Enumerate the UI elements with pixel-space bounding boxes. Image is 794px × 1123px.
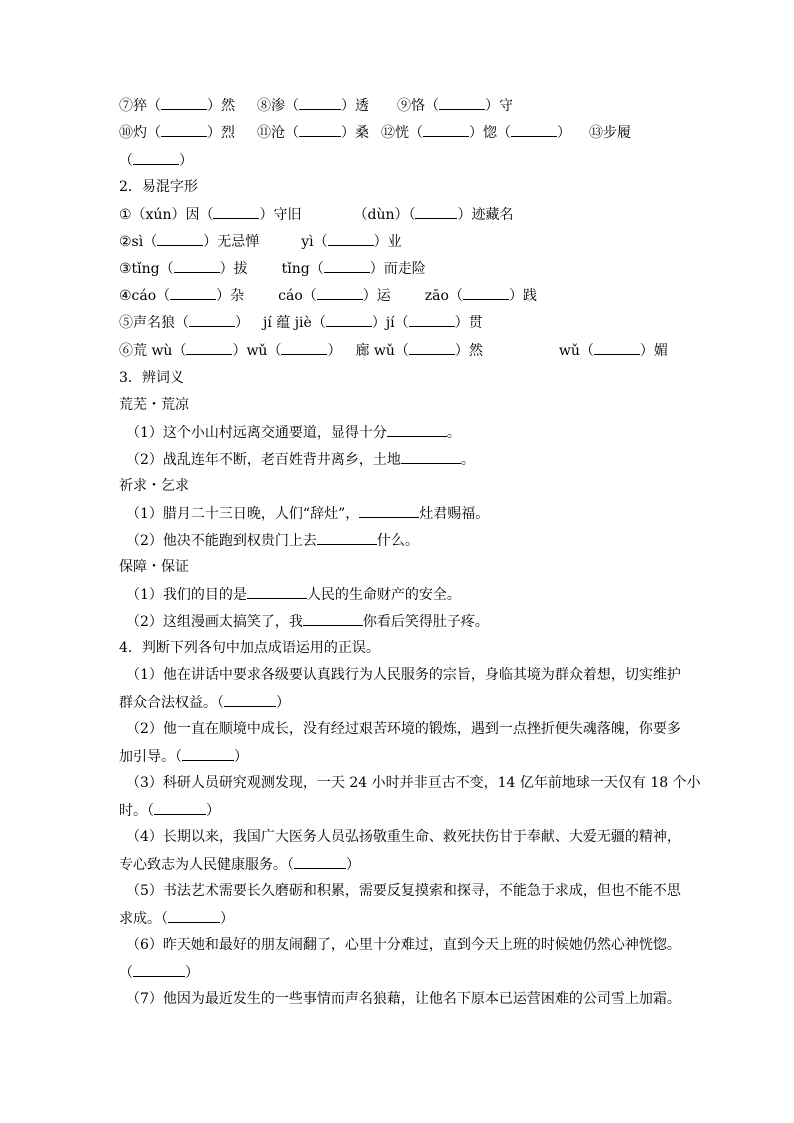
answer-blank[interactable] xyxy=(154,800,206,815)
pinyin-row-10-13: ⑩灼（ ）烈 ⑪沧（ ）桑 ⑫恍（ ）惚（ ） ⑬步履 xyxy=(119,122,631,143)
question-6-answer-line: （ ） xyxy=(119,962,199,983)
question-5-answer-line: 求成。（ ） xyxy=(119,908,234,929)
question-3-answer-line: 时。（ ） xyxy=(119,800,220,821)
question-1-answer-line: 群众合法权益。（ ） xyxy=(119,692,290,713)
word-pair-title: 祈求・乞求 xyxy=(119,478,189,494)
answer-blank[interactable] xyxy=(133,962,185,977)
answer-blank[interactable] xyxy=(511,122,557,137)
question-1-line: （1）他在讲话中要求各级要认真践行为人民服务的宗旨，身临其境为群众着想，切实维护 xyxy=(126,667,681,683)
answer-blank[interactable] xyxy=(303,611,363,626)
section-heading-3: 3．辨词义 xyxy=(119,370,184,386)
question-3-line: （3）科研人员研究观测发现，一天 24 小时并非亘古不变，14 亿年前地球一天仅有 18 个小 xyxy=(126,775,701,791)
question-2-line: （2）他一直在顺境中成长，没有经过艰苦环境的锻炼，遇到一点挫折便失魂落魄，你要多 xyxy=(126,721,681,737)
answer-blank[interactable] xyxy=(168,908,220,923)
sentence-item: （2）战乱连年不断，老百姓背井离乡，土地 。 xyxy=(126,449,475,470)
answer-blank[interactable] xyxy=(186,340,232,355)
answer-blank[interactable] xyxy=(415,204,457,219)
answer-blank[interactable] xyxy=(594,340,640,355)
sentence-item: （1）腊月二十三日晚，人们“辞灶”， 灶君赐福。 xyxy=(126,503,489,524)
answer-blank[interactable] xyxy=(317,285,363,300)
answer-blank[interactable] xyxy=(247,584,307,599)
answer-blank[interactable] xyxy=(161,122,207,137)
question-2-answer-line: 加引导。（ ） xyxy=(119,746,248,767)
answer-blank[interactable] xyxy=(326,312,372,327)
answer-blank[interactable] xyxy=(401,449,461,464)
answer-blank[interactable] xyxy=(317,530,377,545)
answer-blank[interactable] xyxy=(328,231,374,246)
answer-blank[interactable] xyxy=(299,95,341,110)
answer-blank[interactable] xyxy=(161,95,207,110)
question-7-line: （7）他因为最近发生的一些事情而声名狼藉，让他名下原本已运营困难的公司雪上加霜。 xyxy=(126,991,681,1007)
char-row-4: ④cáo（ ）杂 cáo（ ）运 zāo（ ）践 xyxy=(119,285,537,306)
answer-blank[interactable] xyxy=(189,312,235,327)
answer-blank[interactable] xyxy=(439,95,485,110)
answer-blank[interactable] xyxy=(359,503,419,518)
word-pair-title: 荒芜・荒凉 xyxy=(119,397,189,413)
answer-blank[interactable] xyxy=(463,285,509,300)
answer-blank[interactable] xyxy=(281,340,327,355)
pinyin-row-7-9: ⑦猝（ ）然 ⑧渗（ ）透 ⑨恪（ ）守 xyxy=(119,95,513,116)
char-row-1: ①（xún）因（ ）守旧 （dùn）（ ）迹藏名 xyxy=(119,204,513,225)
question-6-line: （6）昨天她和最好的朋友闹翻了，心里十分难过，直到今天上班的时候她仍然心神恍惚。 xyxy=(126,937,681,953)
char-row-3: ③tǐng（ ）拔 tǐng（ ）而走险 xyxy=(119,258,426,279)
answer-blank[interactable] xyxy=(174,258,220,273)
answer-blank[interactable] xyxy=(423,122,469,137)
answer-blank[interactable] xyxy=(324,258,370,273)
answer-blank[interactable] xyxy=(170,285,216,300)
answer-blank[interactable] xyxy=(224,692,276,707)
answer-blank[interactable] xyxy=(387,422,447,437)
answer-blank[interactable] xyxy=(294,854,346,869)
word-pair-title: 保障・保证 xyxy=(119,559,189,575)
answer-blank[interactable] xyxy=(409,340,455,355)
section-heading-2: 2．易混字形 xyxy=(119,179,198,195)
pinyin-row-13-cont: （ ） xyxy=(119,150,193,171)
char-row-6: ⑥荒 wù（ ）wǔ（ ） 廊 wǔ（ ）然 wǔ（ ）媚 xyxy=(119,340,668,361)
answer-blank[interactable] xyxy=(213,204,259,219)
sentence-item: （1）这个小山村远离交通要道，显得十分 。 xyxy=(126,422,461,443)
sentence-item: （2）他决不能跑到权贵门上去 什么。 xyxy=(126,530,419,551)
answer-blank[interactable] xyxy=(133,150,179,165)
char-row-2: ②sì（ ）无忌惮 yì（ ）业 xyxy=(119,231,402,252)
char-row-5: ⑤声名狼（ ） jí 蕴 jiè（ ）jí（ ）贯 xyxy=(119,312,483,333)
section-heading-4: 4．判断下列各句中加点成语运用的正误。 xyxy=(119,640,380,656)
answer-blank[interactable] xyxy=(157,231,203,246)
question-4-answer-line: 专心致志为人民健康服务。（ ） xyxy=(119,854,360,875)
answer-blank[interactable] xyxy=(299,122,341,137)
answer-blank[interactable] xyxy=(182,746,234,761)
sentence-item: （2）这组漫画太搞笑了，我 你看后笑得肚子疼。 xyxy=(126,611,489,632)
sentence-item: （1）我们的目的是 人民的生命财产的安全。 xyxy=(126,584,461,605)
answer-blank[interactable] xyxy=(409,312,455,327)
question-5-line: （5）书法艺术需要长久磨砺和积累，需要反复摸索和探寻，不能急于求成，但也不能不思 xyxy=(126,883,681,899)
question-4-line: （4）长期以来，我国广大医务人员弘扬敬重生命、救死扶伤甘于奉献、大爱无疆的精神， xyxy=(126,829,681,845)
